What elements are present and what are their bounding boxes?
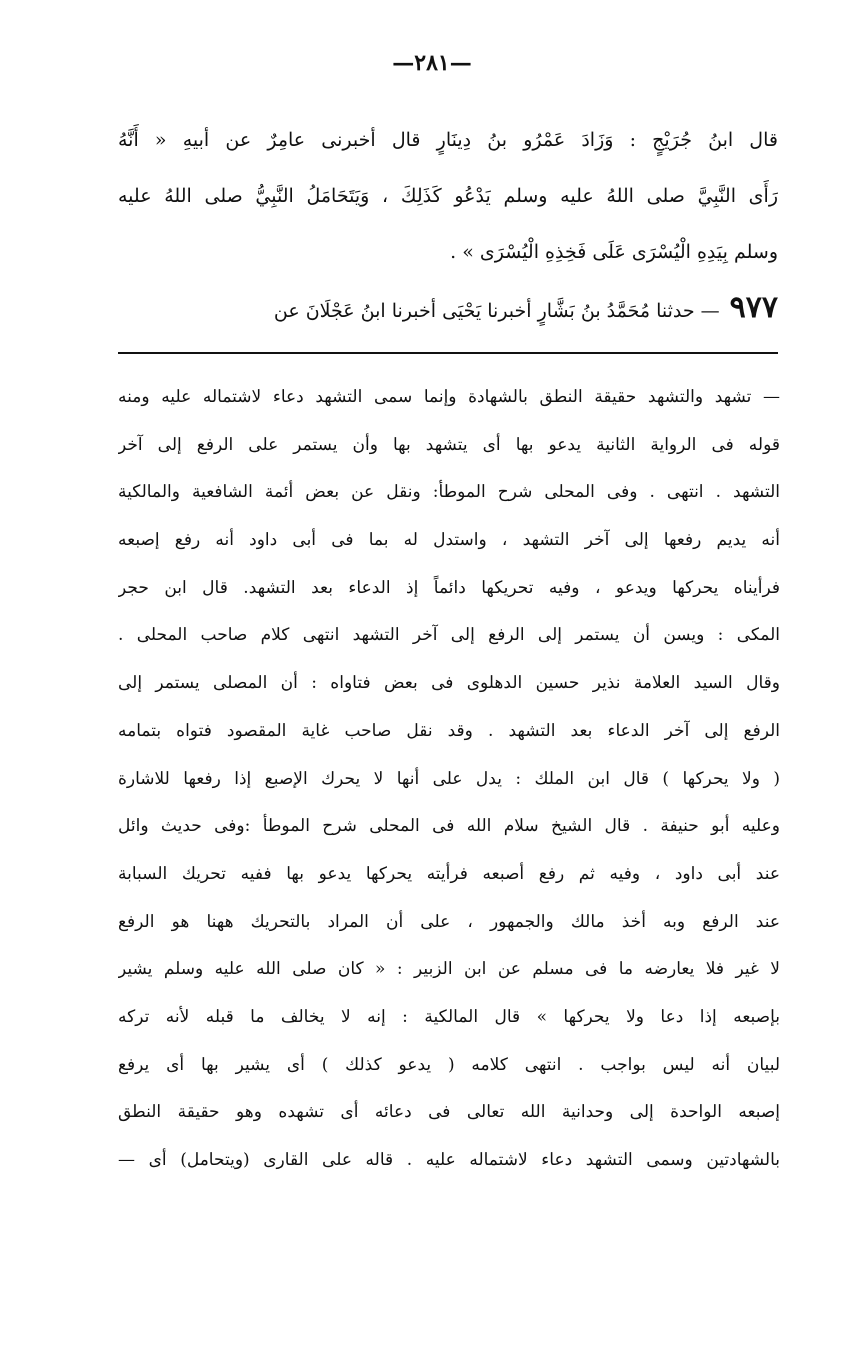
commentary-line: الرفع إلى آخر الدعاء بعد التشهد . وقد نقل صاحب غاية المقصود فتواه بتمامه [118,720,780,741]
commentary-line: ( ولا يحركها ) قال ابن الملك : يدل على أنها لا يحرك الإصبع إذا رفعها للاشارة [118,768,780,789]
hadith-line: وسلم بِيَدِهِ الْيُسْرَى عَلَى فَخِذِهِ الْيُسْرَى » . [450,241,778,263]
commentary-line: — تشهد والتشهد حقيقة النطق بالشهادة وإنما سمى التشهد دعاء لاشتماله عليه ومنه [118,387,780,407]
commentary-line: عند الرفع وبه أخذ مالك والجمهور ، على أن المراد بالتحريك ههنا هو الرفع [118,911,780,932]
commentary-line: عند أبى داود ، وفيه ثم رفع أصبعه فرأيته يحركها يدعو بها ففيه تحريك السبابة [118,863,780,884]
commentary-line: إصبعه الواحدة إلى وحدانية الله تعالى فى دعائه أى تشهده وهو حقيقة النطق [118,1102,780,1123]
commentary-line: لبيان أنه ليس بواجب . انتهى كلامه ( يدعو كذلك ) أى يشير بها أى يرفع [118,1054,780,1075]
commentary-text [118,374,780,1185]
commentary-line: بالشهادتين وسمى التشهد دعاء لاشتماله عليه . قاله على القارى (ويتحامل) أى — [118,1150,780,1170]
footnote-divider [118,352,778,354]
commentary-line: فرأيناه يحركها ويدعو ، وفيه تحريكها دائماً إذ الدعاء بعد التشهد. قال ابن حجر [118,577,780,598]
commentary-line: المكى : ويسن أن يستمر إلى الرفع إلى آخر التشهد انتهى كلام صاحب المحلى . [118,625,780,646]
hadith-line: رَأَى النَّبِيَّ صلى اللهُ عليه وسلم يَدْعُو كَذَلِكَ ، وَيَتَحَامَلُ النَّبِيُّ صلى اللهُ عليه [118,185,778,207]
hadith-next-text: — حدثنا مُحَمَّدُ بنُ بَشَّارٍ أخبرنا يَحْيَى أخبرنا ابنُ عَجْلَانَ عن [273,300,720,322]
commentary-line: التشهد . انتهى . وفى المحلى شرح الموطأ: ونقل عن بعض أئمة الشافعية والمالكية [118,482,780,503]
commentary-line: قوله فى الرواية الثانية يدعو بها أى يتشهد بها وأن يستمر على الرفع إلى آخر [118,434,780,455]
commentary-line: لا غير فلا يعارضه ما فى مسلم عن ابن الزبير : « كان صلى الله عليه وسلم يشير [118,959,780,980]
hadith-next-line [118,280,778,336]
hadith-number: ٩٧٧ [729,290,778,325]
hadith-text [118,112,778,336]
commentary-line: بإصبعه إذا دعا ولا يحركها » قال المالكية : إنه لا يخالف ما قبله لأنه تركه [118,1006,780,1027]
commentary-line: وعليه أبو حنيفة . قال الشيخ سلام الله فى المحلى شرح الموطأ :وفى حديث وائل [118,816,780,837]
commentary-line: وقال السيد العلامة نذير حسين الدهلوى فى بعض فتاواه : أن المصلى يستمر إلى [118,673,780,694]
page-number: —٢٨١— [392,50,472,76]
hadith-line: قال ابنُ جُرَيْجٍ : وَزَادَ عَمْرُو بنُ دِينَارٍ قال أخبرنى عامِرٌ عن أبيهِ « أَنَّهُ [118,129,778,151]
commentary-line: أنه يديم رفعها إلى آخر التشهد ، واستدل له بما فى أبى داود أنه رفع إصبعه [118,530,780,551]
